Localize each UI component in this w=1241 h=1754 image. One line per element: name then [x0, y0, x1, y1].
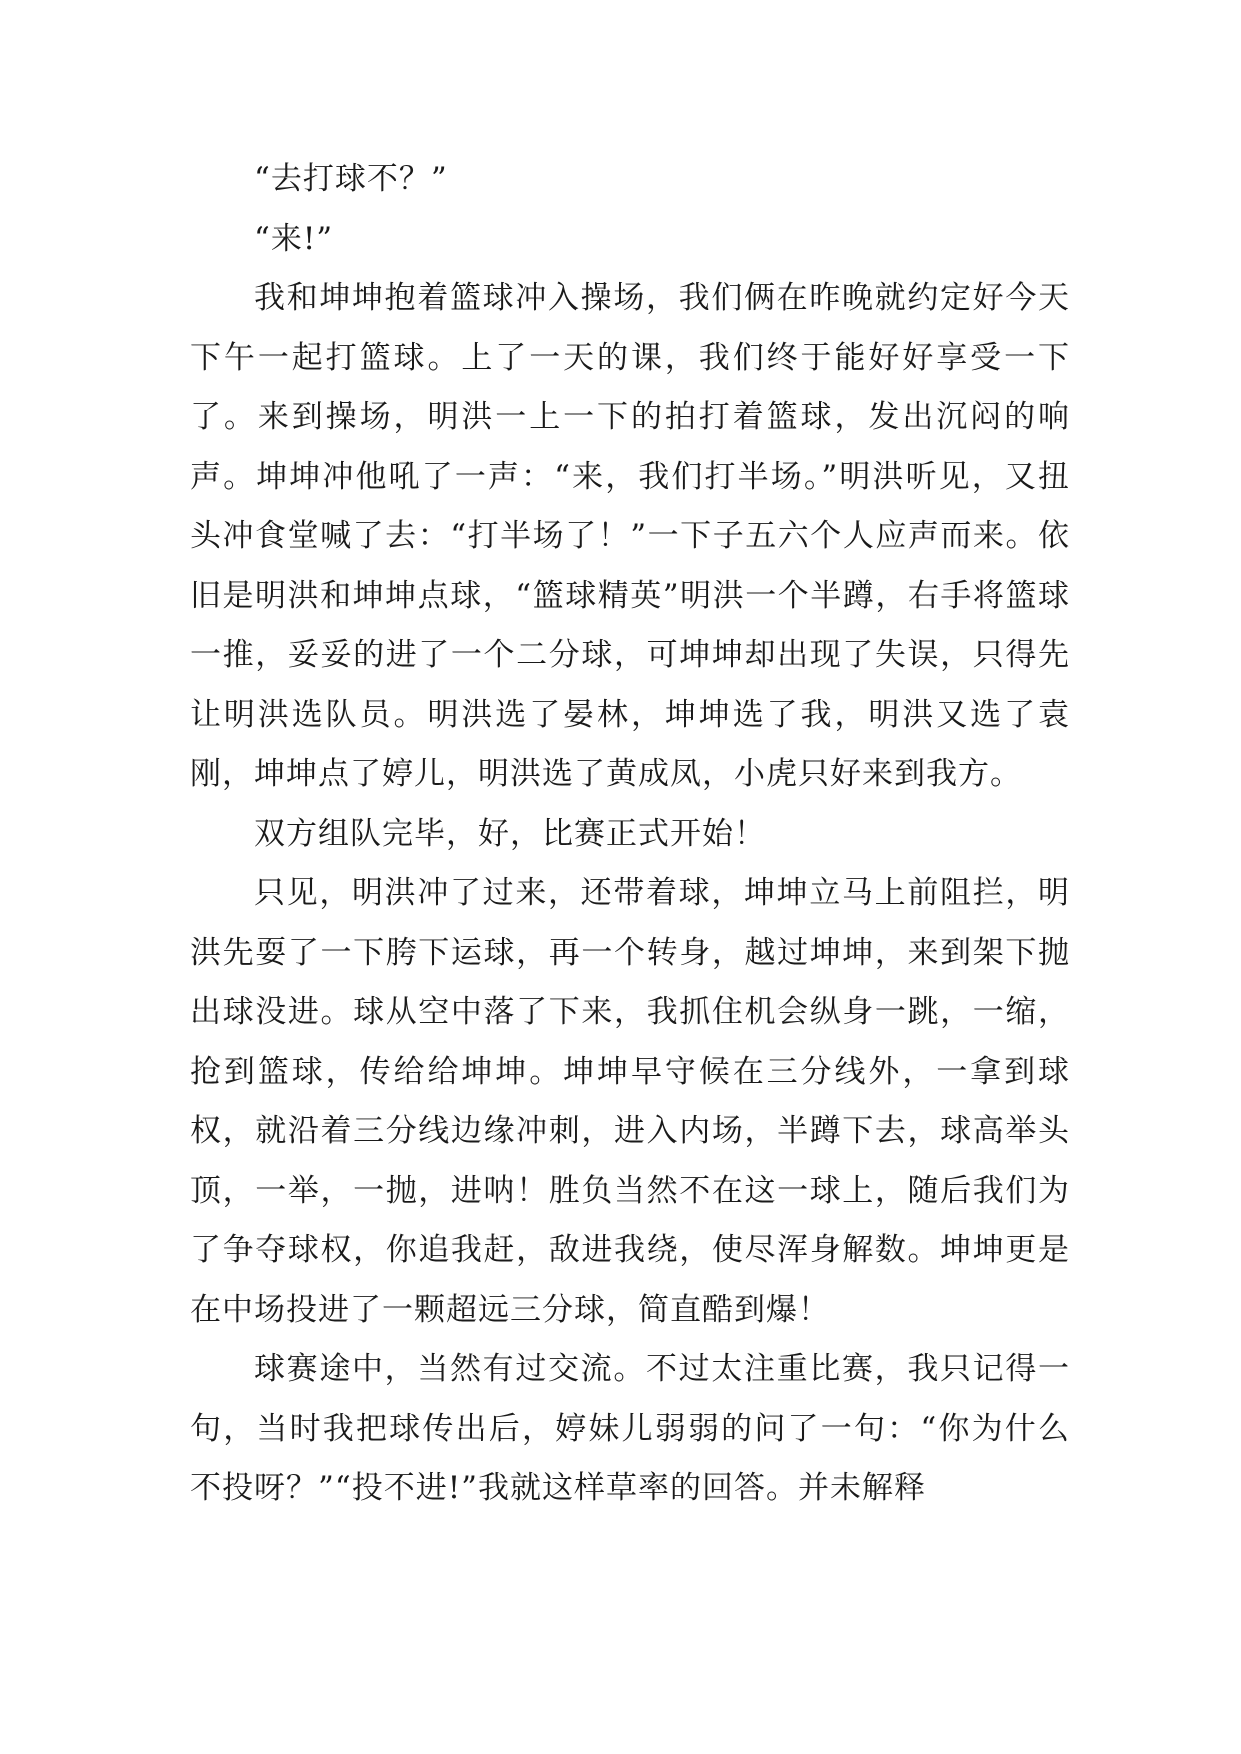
- document-page: [190, 150, 1070, 1519]
- paragraph-game-play: 只见，明洪冲了过来，还带着球，坤坤立马上前阻拦，明洪先耍了一下胯下运球，再一个转身，越过坤坤，来到架下抛出球没进。球从空中落了下来，我抓住机会纵身一跳，一缩，抢到篮球，传给给坤坤。坤坤早守候在三分线外，一拿到球权，就沿着三分线边缘冲刺，进入内场，半蹲下去，球高举头顶，一举，一抛，进呐！胜负当然不在这一球上，随后我们为了争夺球权，你追我赶，敌进我绕，使尽浑身解数。坤坤更是在中场投进了一颗超远三分球，简直酷到爆！: [190, 875, 1070, 1328]
- dialogue-question: “去打球不？”: [254, 161, 448, 197]
- paragraph-team-selection: 我和坤坤抱着篮球冲入操场，我们俩在昨晚就约定好今天下午一起打篮球。上了一天的课，我们终于能好好享受一下了。来到操场，明洪一上一下的拍打着篮球，发出沉闷的响声。坤坤冲他吼了一声：“来，我们打半场。”明洪听见，又扭头冲食堂喊了去：“打半场了！”一下子五六个人应声而来。依旧是明洪和坤坤点球，“篮球精英”明洪一个半蹲，右手将篮球一推，妥妥的进了一个二分球，可坤坤却出现了失误，只得先让明洪选队员。明洪选了晏林，坤坤选了我，明洪又选了袁刚，坤坤点了婷儿，明洪选了黄成凤，小虎只好来到我方。: [190, 280, 1070, 792]
- paragraph-game-start: 双方组队完毕，好，比赛正式开始！: [254, 815, 766, 852]
- paragraph-conversation: 球赛途中，当然有过交流。不过太注重比赛，我只记得一句，当时我把球传出后，婷妹儿弱弱的问了一句：“你为什么不投呀？”“投不进!”我就这样草率的回答。并未解释: [190, 1351, 1070, 1506]
- dialogue-answer: “来!”: [254, 220, 334, 257]
